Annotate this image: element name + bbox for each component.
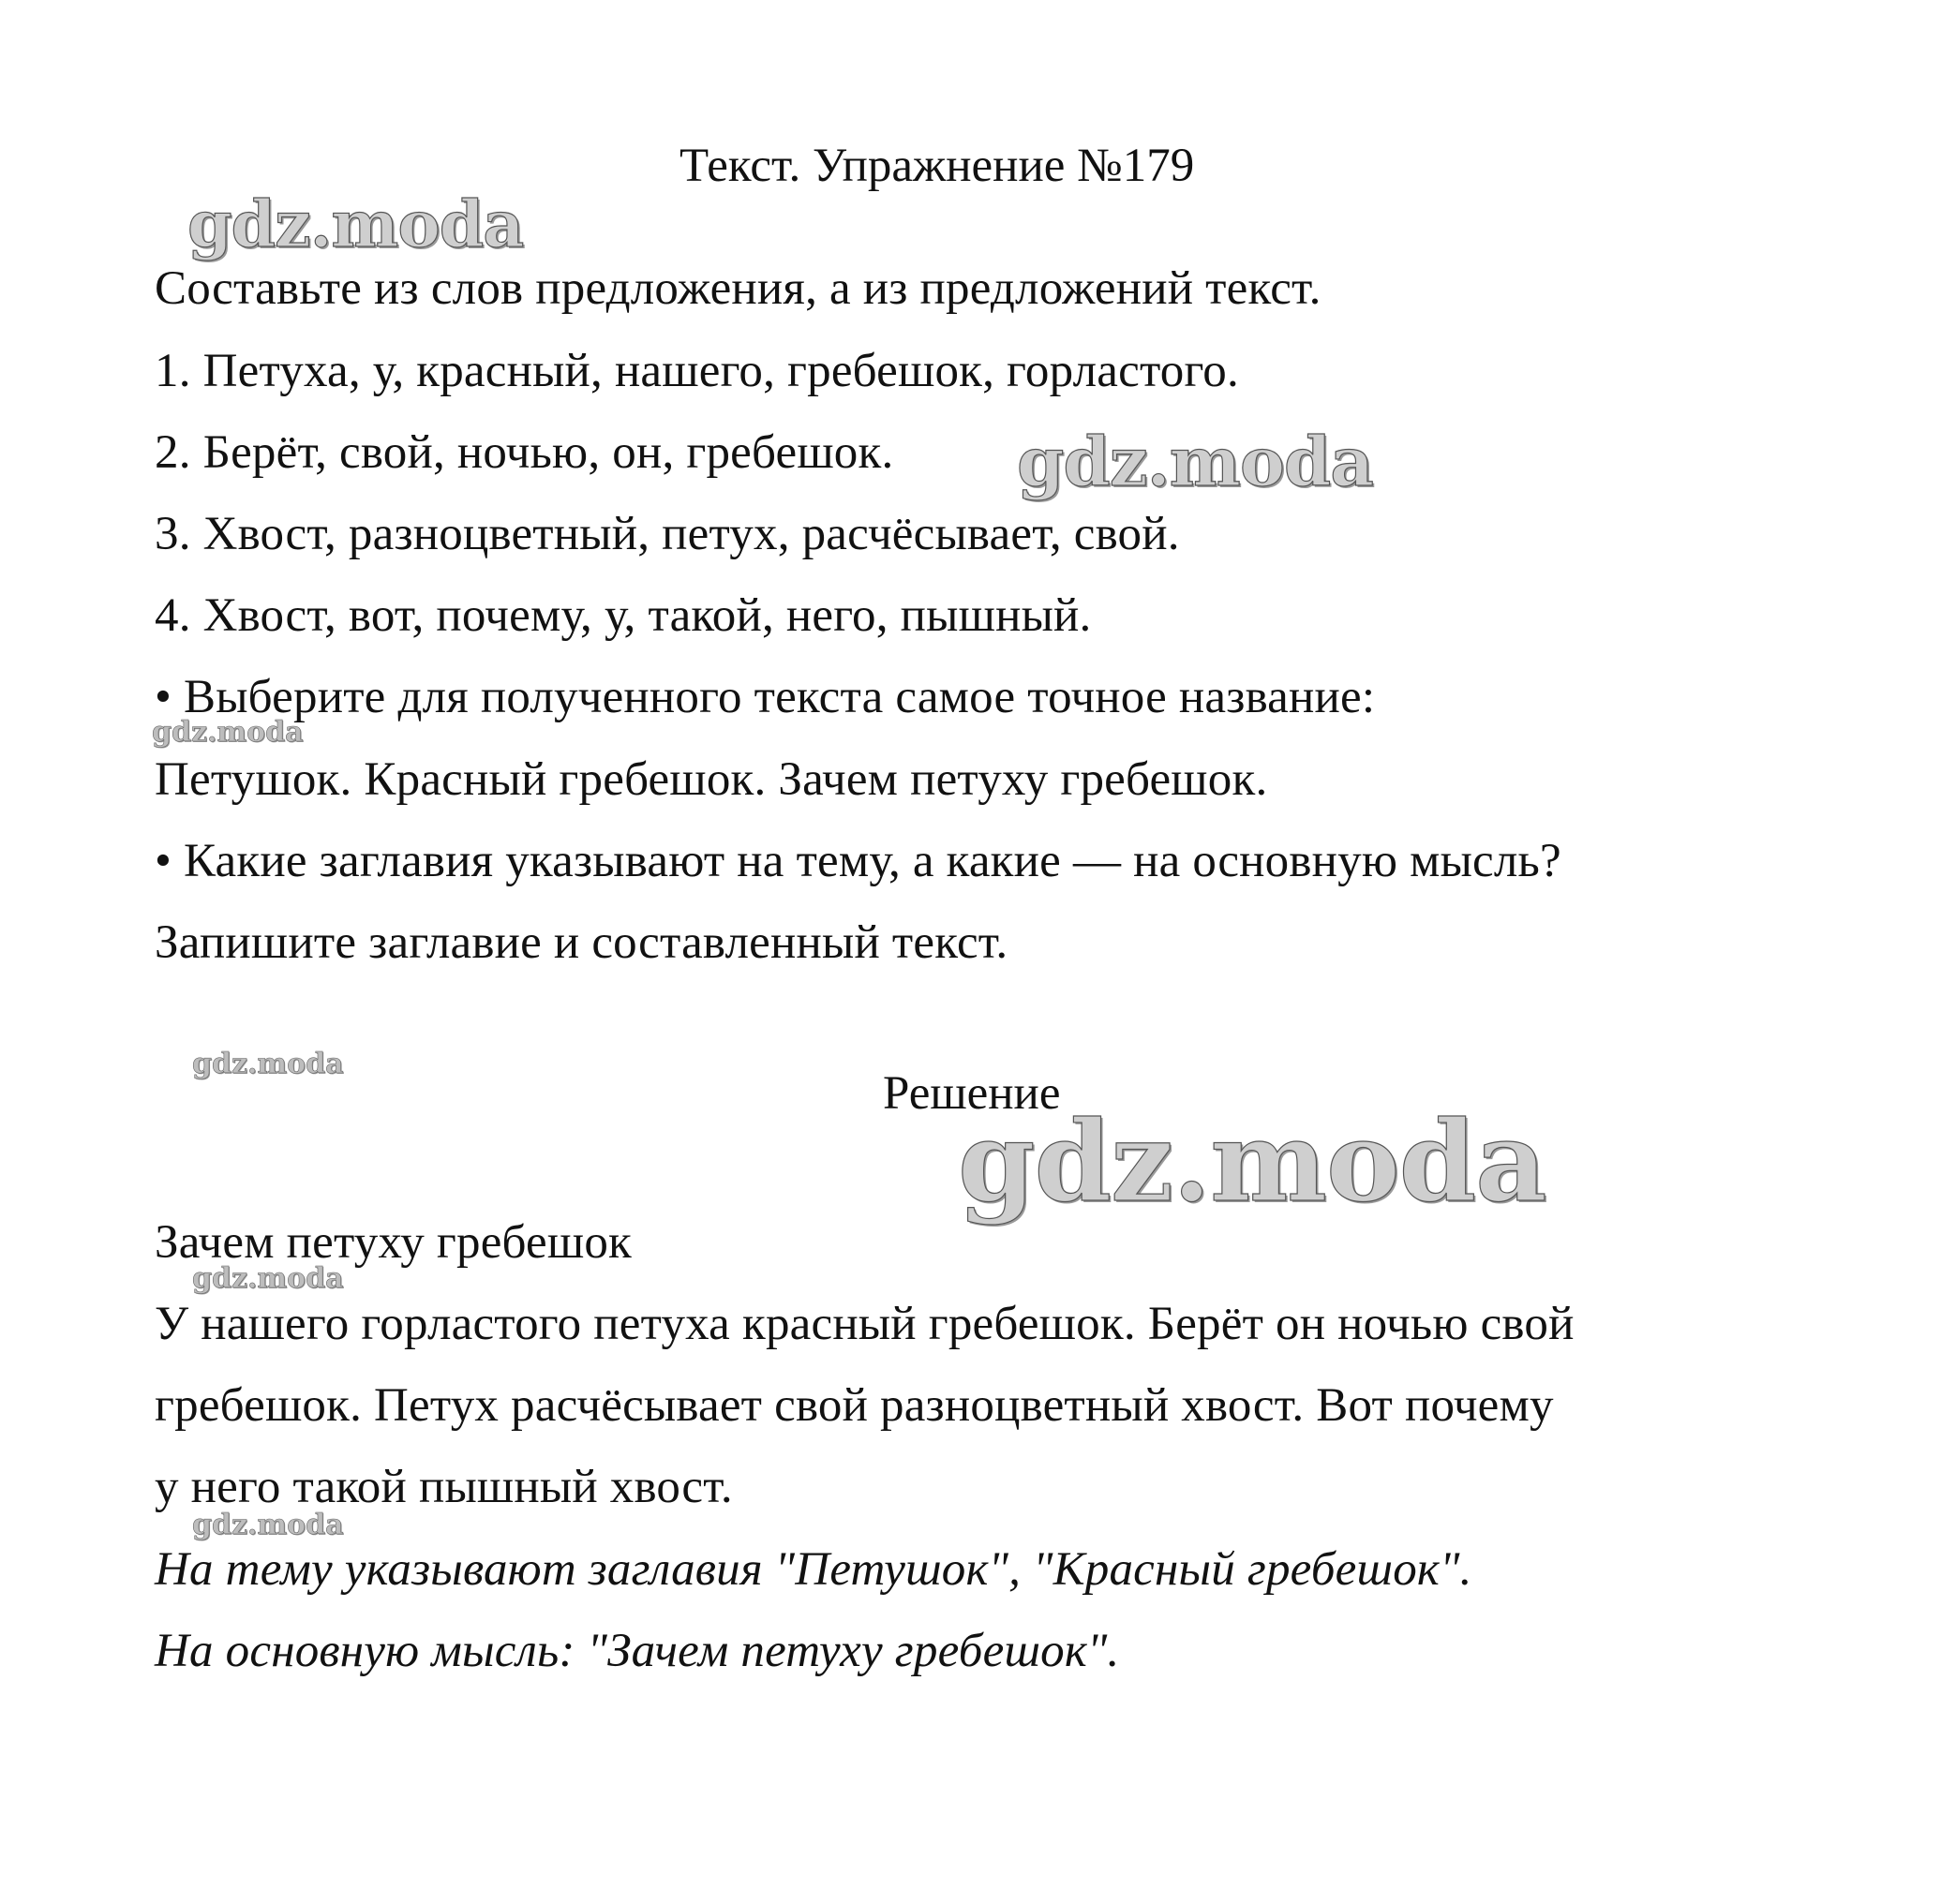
task-item-3: 3. Хвост, разноцветный, петух, расчёсывает, свой. (155, 508, 1180, 560)
page-title: Текст. Упражнение №179 (679, 140, 1195, 192)
task-question-3: Запишите заглавие и составленный текст. (155, 916, 1008, 969)
answer-line-1: У нашего горластого петуха красный гребешок. Берёт он ночью свой (155, 1298, 1575, 1350)
task-item-2: 2. Берёт, свой, ночью, он, гребешок. (155, 426, 894, 479)
answer-note-1: На тему указывают заглавия "Петушок", "Красный гребешок". (155, 1543, 1472, 1596)
watermark-logo: gdz.moda (152, 716, 304, 749)
watermark-logo: gdz.moda (187, 187, 524, 262)
watermark-logo: gdz.moda (192, 1509, 344, 1541)
answer-line-2: гребешок. Петух расчёсывает свой разноцветный хвост. Вот почему (155, 1379, 1554, 1432)
task-instruction: Составьте из слов предложения, а из предложений текст. (155, 262, 1321, 315)
watermark-logo: gdz.moda (192, 1048, 344, 1080)
answer-title: Зачем петуху гребешок (155, 1216, 633, 1269)
answer-line-3: у него такой пышный хвост. (155, 1461, 733, 1513)
answer-note-2: На основную мысль: "Зачем петуху гребешок". (155, 1625, 1120, 1677)
watermark-logo: gdz.moda (1017, 422, 1373, 501)
task-question-2: • Какие заглавия указывают на тему, а какие — на основную мысль? (155, 835, 1561, 887)
solution-heading: Решение (883, 1067, 1061, 1120)
watermark-logo: gdz.moda (958, 1096, 1546, 1227)
task-question-1: • Выберите для полученного текста самое точное название: (155, 671, 1376, 723)
task-title-options: Петушок. Красный гребешок. Зачем петуху гребешок. (155, 753, 1268, 806)
task-item-4: 4. Хвост, вот, почему, у, такой, него, пышный. (155, 589, 1092, 642)
watermark-logo: gdz.moda (192, 1262, 344, 1295)
task-item-1: 1. Петуха, у, красный, нашего, гребешок, горластого. (155, 345, 1239, 397)
